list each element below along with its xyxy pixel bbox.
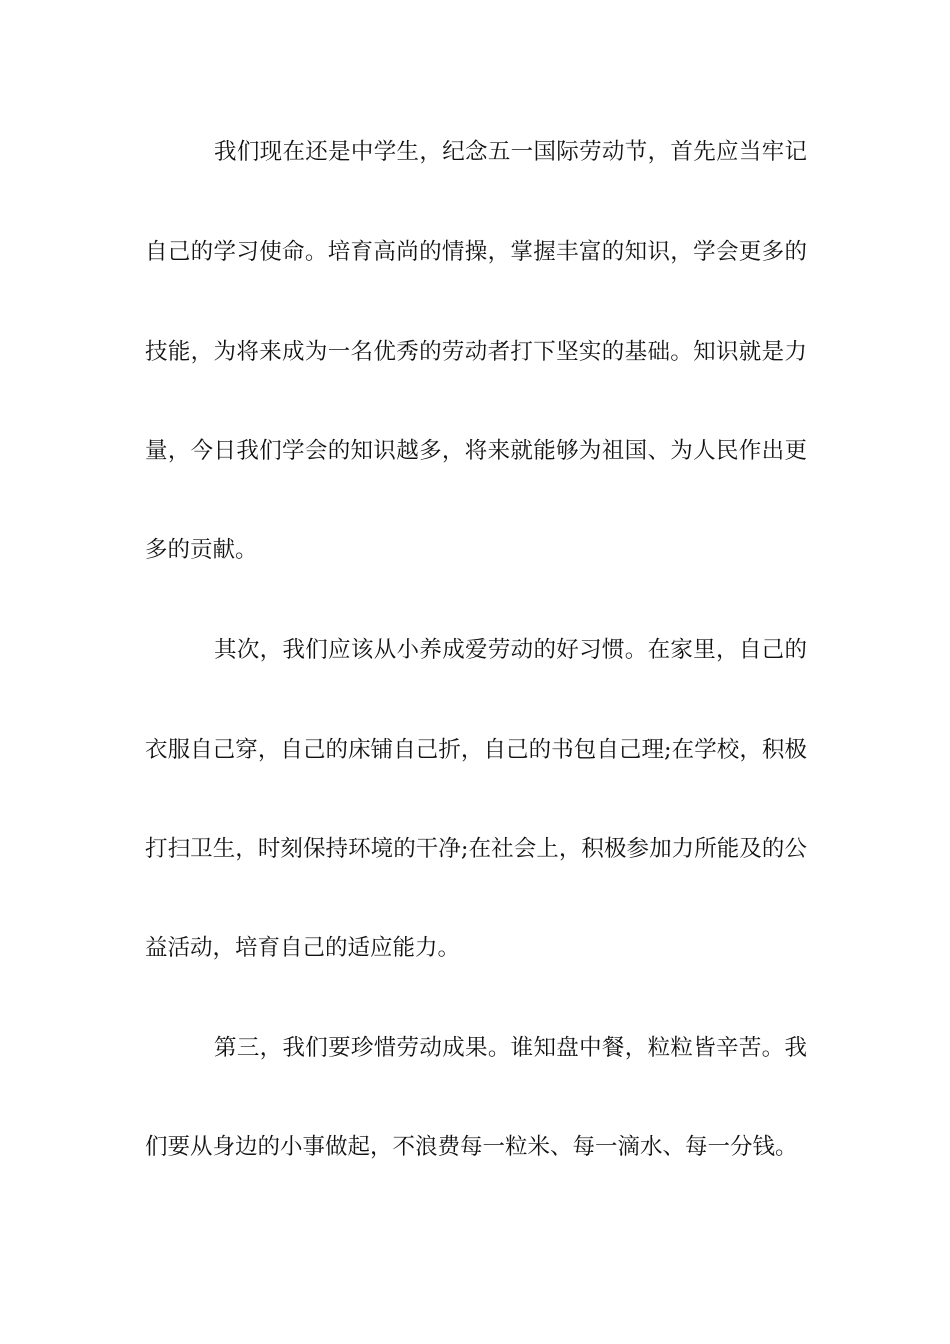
paragraph-2-line-1: 其次，我们应该从小养成爱劳动的好习惯。在家里，自己的 [214,637,807,663]
paragraph-1-line-4: 量，今日我们学会的知识越多，将来就能够为祖国、为人民作出更 [145,438,807,464]
paragraph-1-line-5: 多的贡献。 [145,537,258,563]
paragraph-1-line-1: 我们现在还是中学生，纪念五一国际劳动节，首先应当牢记 [214,139,807,165]
paragraph-2-line-2: 衣服自己穿，自己的床铺自己折，自己的书包自己理;在学校，积极 [145,737,807,763]
paragraph-1-line-3: 技能，为将来成为一名优秀的劳动者打下坚实的基础。知识就是力 [145,339,807,365]
paragraph-3-line-1: 第三，我们要珍惜劳动成果。谁知盘中餐，粒粒皆辛苦。我 [214,1035,807,1061]
paragraph-2-line-4: 益活动，培育自己的适应能力。 [145,935,461,961]
paragraph-3-line-2: 们要从身边的小事做起，不浪费每一粒米、每一滴水、每一分钱。 [145,1134,798,1160]
paragraph-2-line-3: 打扫卫生，时刻保持环境的干净;在社会上，积极参加力所能及的公 [145,836,807,862]
paragraph-1-line-2: 自己的学习使命。培育高尚的情操，掌握丰富的知识，学会更多的 [145,239,807,265]
